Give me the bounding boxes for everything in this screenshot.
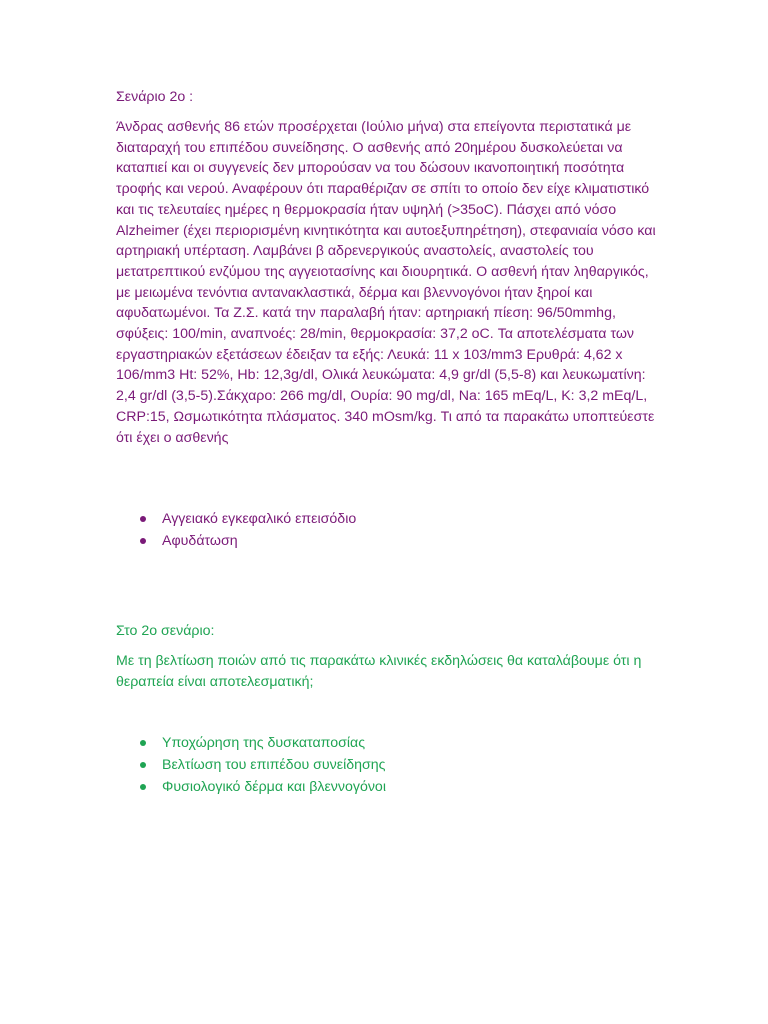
option-label: Βελτίωση του επιπέδου συνείδησης [162, 757, 386, 773]
bullet-icon [140, 740, 146, 746]
bullet-icon [140, 762, 146, 768]
list-item [116, 508, 661, 530]
list-item [116, 732, 661, 754]
bullet-icon [140, 516, 146, 522]
option-label: Φυσιολογικό δέρμα και βλεννογόνοι [162, 779, 386, 795]
bullet-icon [140, 784, 146, 790]
scenario-1-heading: Σενάριο 2ο : [116, 89, 194, 105]
list-item [116, 530, 661, 552]
scenario-2-heading: Στο 2ο σενάριο: [116, 623, 215, 639]
scenario-1-options [116, 508, 661, 552]
scenario-1-body: Άνδρας ασθενής 86 ετών προσέρχεται (Ιούλιο μήνα) στα επείγοντα περιστατικά με διαταραχή του επιπέδου συνείδησης. Ο ασθενής από 20ημέρου δυσκολεύεται να καταπιεί και οι συγγενείς δεν μπορούσαν να του δώσουν ικανοποιητική ποσότητα τροφής και νερού. Αναφέρουν ότι παραθέριζαν σε σπίτι το οποίο δεν είχε κλιματιστικό και τις τελευταίες ημέρες η θερμοκρασία ήταν υψηλή (>35oC). Πάσχει από νόσο Alzheimer (έχει περιορισμένη κινητικότητα και αυτοεξυπηρέτηση), στεφανιαία νόσο και αρτηριακή υπέρταση. Λαμβάνει β αδρενεργικούς αναστολείς, αναστολείς του μετατρεπτικού ενζύμου της αγγειοτασίνης και διουρητικά. Ο ασθενή ήταν ληθαργικός, με μειωμένα τενόντια αντανακλαστικά, δέρμα και βλεννογόνοι ήταν ξηροί και αφυδατωμένοι. Τα Ζ.Σ. κατά την παραλαβή ήταν: αρτηριακή πίεση: 96/50mmhg, σφύξεις: 100/min, αναπνοές: 28/min, θερμοκρασία: 37,2 oC. Τα αποτελέσματα των εργαστηριακών εξετάσεων έδειξαν τα εξής: Λευκά: 11 x 103/mm3 Ερυθρά: 4,62 x 106/mm3 Ht: 52%, Hb: 12,3g/dl, Ολικά λευκώματα: 4,9 gr/dl (5,5-8) και λευκωματίνη: 2,4 gr/dl (3,5-5).Σάκχαρο: 266 mg/dl, Ουρία: 90 mg/dl, Na: 165 mEq/L, K: 3,2 mEq/L, CRP:15, Ωσμωτικότητα πλάσματος. 340 mOsm/kg. Τι από τα παρακάτω υποπτεύεστε ότι έχει ο ασθενής [116, 119, 656, 446]
bullet-icon [140, 538, 146, 544]
list-item [116, 754, 661, 776]
scenario-2-body: Με τη βελτίωση ποιών από τις παρακάτω κλινικές εκδηλώσεις θα καταλάβουμε ότι η θεραπεία είναι αποτελεσματική; [116, 653, 642, 690]
list-item [116, 776, 661, 798]
scenario-2-options [116, 732, 661, 798]
option-label: Υποχώρηση της δυσκαταποσίας [162, 735, 366, 751]
option-label: Αγγειακό εγκεφαλικό επεισόδιο [162, 511, 357, 527]
option-label: Αφυδάτωση [162, 533, 238, 549]
